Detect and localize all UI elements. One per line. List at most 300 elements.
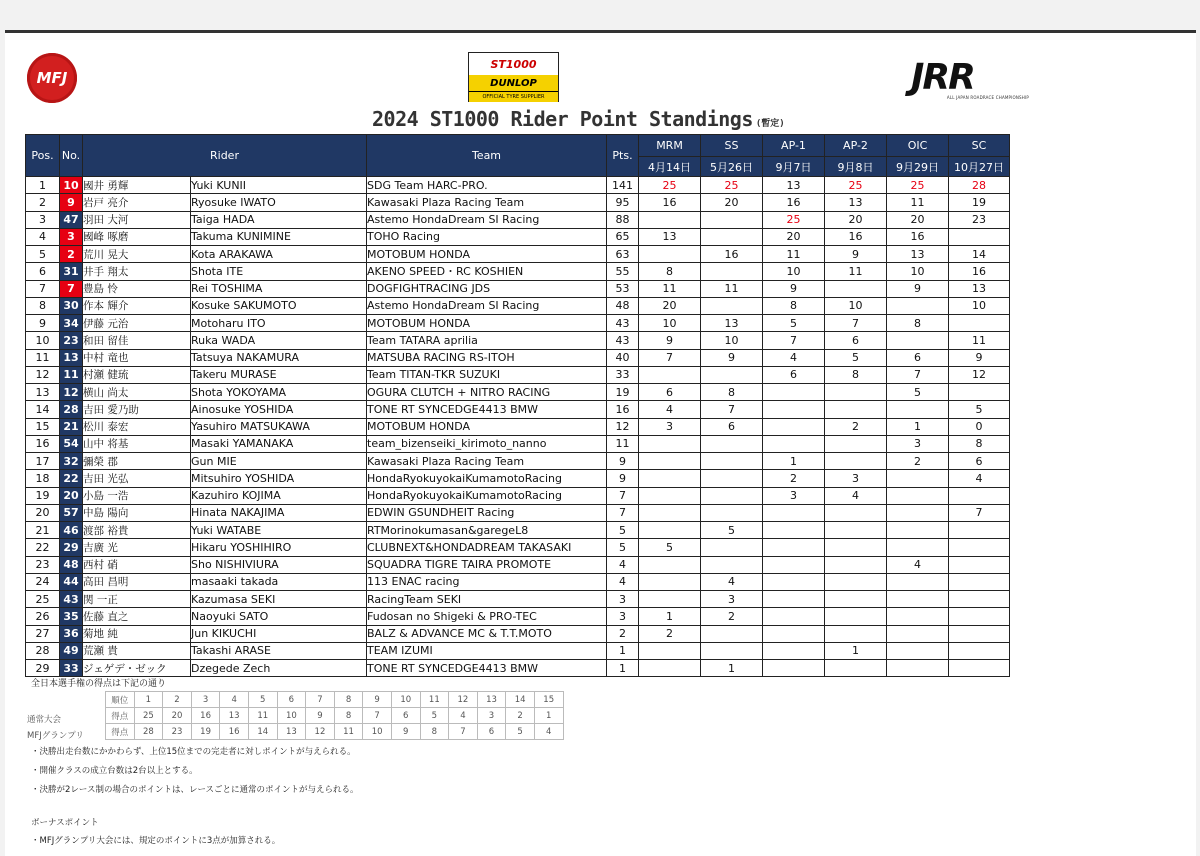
team-cell: BALZ & ADVANCE MC & T.T.MOTO bbox=[367, 625, 607, 642]
round-points-cell: 25 bbox=[887, 177, 949, 194]
round-points-cell bbox=[701, 366, 763, 383]
dunlop-logo-text: DUNLOP bbox=[469, 75, 558, 91]
team-cell: Astemo HondaDream SI Racing bbox=[367, 297, 607, 314]
team-cell: Team TITAN-TKR SUZUKI bbox=[367, 366, 607, 383]
round-points-cell bbox=[949, 522, 1010, 539]
round-points-cell bbox=[763, 625, 825, 642]
team-cell: MATSUBA RACING RS-ITOH bbox=[367, 349, 607, 366]
round-points-cell bbox=[701, 504, 763, 521]
header-round-date: 9月8日 bbox=[825, 157, 887, 177]
points-value-cell: 13 bbox=[277, 724, 306, 740]
round-points-cell: 11 bbox=[887, 194, 949, 211]
round-points-cell bbox=[763, 435, 825, 452]
points-value-cell: 6 bbox=[477, 724, 506, 740]
pos-cell: 26 bbox=[26, 608, 60, 625]
round-points-cell: 5 bbox=[701, 522, 763, 539]
round-points-cell: 11 bbox=[639, 280, 701, 297]
round-points-cell bbox=[763, 401, 825, 418]
round-points-cell: 8 bbox=[639, 263, 701, 280]
points-total-cell: 1 bbox=[607, 660, 639, 677]
rider-number-cell: 28 bbox=[60, 401, 83, 418]
round-points-cell: 6 bbox=[639, 384, 701, 401]
rider-number-cell: 47 bbox=[60, 211, 83, 228]
pos-cell: 9 bbox=[26, 315, 60, 332]
header-round-name: SC bbox=[949, 135, 1010, 157]
pos-cell: 27 bbox=[26, 625, 60, 642]
points-total-cell: 65 bbox=[607, 228, 639, 245]
round-points-cell: 25 bbox=[639, 177, 701, 194]
points-rank-cell: 8 bbox=[334, 692, 363, 708]
points-sub-label: 得点 bbox=[106, 724, 135, 740]
points-value-cell: 28 bbox=[134, 724, 163, 740]
rider-number-cell: 33 bbox=[60, 660, 83, 677]
header-pts: Pts. bbox=[607, 135, 639, 177]
team-cell: HondaRyokuyokaiKumamotoRacing bbox=[367, 470, 607, 487]
round-points-cell: 10 bbox=[701, 332, 763, 349]
points-total-cell: 43 bbox=[607, 332, 639, 349]
table-row bbox=[26, 246, 1010, 263]
rider-number-cell: 34 bbox=[60, 315, 83, 332]
points-rank-cell: 4 bbox=[220, 692, 249, 708]
round-points-cell bbox=[825, 384, 887, 401]
round-points-cell: 28 bbox=[949, 177, 1010, 194]
round-points-cell bbox=[949, 539, 1010, 556]
table-row bbox=[26, 194, 1010, 211]
team-cell: TONE RT SYNCEDGE4413 BMW bbox=[367, 401, 607, 418]
round-points-cell bbox=[763, 522, 825, 539]
round-points-cell bbox=[825, 573, 887, 590]
rider-name-jp-cell: 中島 陽向 bbox=[83, 504, 191, 521]
pos-cell: 20 bbox=[26, 504, 60, 521]
rider-name-en-cell: Kosuke SAKUMOTO bbox=[191, 297, 367, 314]
round-points-cell bbox=[763, 573, 825, 590]
header-pos: Pos. bbox=[26, 135, 60, 177]
round-points-cell: 25 bbox=[825, 177, 887, 194]
round-points-cell bbox=[887, 504, 949, 521]
points-value-cell: 8 bbox=[420, 724, 449, 740]
round-points-cell bbox=[887, 591, 949, 608]
table-row bbox=[26, 384, 1010, 401]
points-total-cell: 40 bbox=[607, 349, 639, 366]
team-cell: MOTOBUM HONDA bbox=[367, 418, 607, 435]
round-points-cell: 1 bbox=[825, 642, 887, 659]
rider-name-jp-cell: 山中 将基 bbox=[83, 435, 191, 452]
points-value-cell: 11 bbox=[334, 724, 363, 740]
rider-number-cell: 49 bbox=[60, 642, 83, 659]
points-value-cell: 6 bbox=[391, 708, 420, 724]
bonus-title: ボーナスポイント bbox=[31, 818, 99, 828]
team-cell: team_bizenseiki_kirimoto_nanno bbox=[367, 435, 607, 452]
standings-body bbox=[26, 177, 1010, 677]
rider-name-jp-cell: 國峰 啄磨 bbox=[83, 228, 191, 245]
rider-name-jp-cell: 横山 尚太 bbox=[83, 384, 191, 401]
round-points-cell: 20 bbox=[887, 211, 949, 228]
round-points-cell bbox=[701, 228, 763, 245]
round-points-cell: 4 bbox=[949, 470, 1010, 487]
points-value-cell: 10 bbox=[363, 724, 392, 740]
header-round-name: MRM bbox=[639, 135, 701, 157]
team-cell: Kawasaki Plaza Racing Team bbox=[367, 194, 607, 211]
rider-name-en-cell: Kazumasa SEKI bbox=[191, 591, 367, 608]
round-points-cell: 20 bbox=[825, 211, 887, 228]
round-points-cell: 11 bbox=[825, 263, 887, 280]
table-row bbox=[26, 642, 1010, 659]
round-points-cell: 0 bbox=[949, 418, 1010, 435]
round-points-cell bbox=[763, 384, 825, 401]
round-points-cell: 8 bbox=[701, 384, 763, 401]
round-points-cell bbox=[825, 522, 887, 539]
round-points-cell bbox=[887, 573, 949, 590]
round-points-cell bbox=[887, 487, 949, 504]
round-points-cell bbox=[887, 401, 949, 418]
mfj-logo-text: MFJ bbox=[36, 69, 68, 87]
points-value-cell: 7 bbox=[363, 708, 392, 724]
round-points-cell: 13 bbox=[701, 315, 763, 332]
rider-name-en-cell: Shota ITE bbox=[191, 263, 367, 280]
rider-number-cell: 48 bbox=[60, 556, 83, 573]
pos-cell: 14 bbox=[26, 401, 60, 418]
rider-name-jp-cell: 彌榮 郡 bbox=[83, 453, 191, 470]
team-cell: SQUADRA TIGRE TAIRA PROMOTE bbox=[367, 556, 607, 573]
round-points-cell: 7 bbox=[639, 349, 701, 366]
rider-number-cell: 12 bbox=[60, 384, 83, 401]
points-total-cell: 5 bbox=[607, 522, 639, 539]
points-rank-cell: 5 bbox=[248, 692, 277, 708]
round-points-cell bbox=[887, 470, 949, 487]
rider-name-en-cell: Takuma KUNIMINE bbox=[191, 228, 367, 245]
rider-name-jp-cell: 荒川 晃大 bbox=[83, 246, 191, 263]
rider-number-cell: 13 bbox=[60, 349, 83, 366]
round-points-cell: 2 bbox=[639, 625, 701, 642]
rider-name-en-cell: Sho NISHIVIURA bbox=[191, 556, 367, 573]
round-points-cell bbox=[701, 470, 763, 487]
round-points-cell bbox=[949, 660, 1010, 677]
rider-number-cell: 2 bbox=[60, 246, 83, 263]
table-row bbox=[26, 349, 1010, 366]
header-round-date: 4月14日 bbox=[639, 157, 701, 177]
points-value-cell: 10 bbox=[277, 708, 306, 724]
points-row-mfj-gp bbox=[106, 724, 564, 740]
table-row bbox=[26, 591, 1010, 608]
points-rank-cell: 14 bbox=[506, 692, 535, 708]
points-total-cell: 7 bbox=[607, 504, 639, 521]
header-no: No. bbox=[60, 135, 83, 177]
regular-event-label: 通常大会 bbox=[27, 715, 62, 725]
round-points-cell bbox=[639, 453, 701, 470]
round-points-cell: 4 bbox=[887, 556, 949, 573]
pos-cell: 10 bbox=[26, 332, 60, 349]
points-total-cell: 55 bbox=[607, 263, 639, 280]
header-round-date: 5月26日 bbox=[701, 157, 763, 177]
round-points-cell bbox=[825, 435, 887, 452]
team-cell: HondaRyokuyokaiKumamotoRacing bbox=[367, 487, 607, 504]
points-value-cell: 23 bbox=[163, 724, 192, 740]
round-points-cell bbox=[949, 556, 1010, 573]
round-points-cell bbox=[763, 539, 825, 556]
team-cell: MOTOBUM HONDA bbox=[367, 246, 607, 263]
round-points-cell: 6 bbox=[825, 332, 887, 349]
round-points-cell: 25 bbox=[763, 211, 825, 228]
rider-name-jp-cell: 國井 勇輝 bbox=[83, 177, 191, 194]
points-rank-cell: 2 bbox=[163, 692, 192, 708]
team-cell: Kawasaki Plaza Racing Team bbox=[367, 453, 607, 470]
round-points-cell: 12 bbox=[949, 366, 1010, 383]
round-points-cell bbox=[949, 487, 1010, 504]
round-points-cell bbox=[701, 625, 763, 642]
rider-number-cell: 43 bbox=[60, 591, 83, 608]
points-rank-cell: 6 bbox=[277, 692, 306, 708]
rider-name-jp-cell: 松川 泰宏 bbox=[83, 418, 191, 435]
points-value-cell: 25 bbox=[134, 708, 163, 724]
team-cell: 113 ENAC racing bbox=[367, 573, 607, 590]
points-total-cell: 3 bbox=[607, 608, 639, 625]
rider-number-cell: 46 bbox=[60, 522, 83, 539]
rider-name-en-cell: Dzegede Zech bbox=[191, 660, 367, 677]
header-round-name: OIC bbox=[887, 135, 949, 157]
team-cell: SDG Team HARC-PRO. bbox=[367, 177, 607, 194]
note-line: ・開催クラスの成立台数は2台以上とする。 bbox=[31, 766, 198, 776]
title-provisional-tag: (暫定) bbox=[755, 119, 785, 129]
points-total-cell: 5 bbox=[607, 539, 639, 556]
round-points-cell: 11 bbox=[763, 246, 825, 263]
table-row bbox=[26, 401, 1010, 418]
round-points-cell bbox=[825, 453, 887, 470]
round-points-cell bbox=[887, 522, 949, 539]
table-row bbox=[26, 177, 1010, 194]
points-table bbox=[105, 691, 564, 740]
round-points-cell bbox=[763, 660, 825, 677]
team-cell: Astemo HondaDream SI Racing bbox=[367, 211, 607, 228]
round-points-cell: 10 bbox=[949, 297, 1010, 314]
round-points-cell: 6 bbox=[701, 418, 763, 435]
points-total-cell: 1 bbox=[607, 642, 639, 659]
points-total-cell: 4 bbox=[607, 556, 639, 573]
rider-number-cell: 9 bbox=[60, 194, 83, 211]
round-points-cell bbox=[825, 401, 887, 418]
round-points-cell bbox=[825, 556, 887, 573]
jrr-logo-text: JRR bbox=[911, 57, 974, 98]
points-value-cell: 12 bbox=[306, 724, 335, 740]
round-points-cell: 20 bbox=[763, 228, 825, 245]
round-points-cell: 13 bbox=[639, 228, 701, 245]
round-points-cell bbox=[887, 297, 949, 314]
points-sub-label: 得点 bbox=[106, 708, 135, 724]
round-points-cell bbox=[763, 556, 825, 573]
round-points-cell: 13 bbox=[887, 246, 949, 263]
points-total-cell: 48 bbox=[607, 297, 639, 314]
points-value-cell: 20 bbox=[163, 708, 192, 724]
table-row bbox=[26, 211, 1010, 228]
points-rank-cell: 7 bbox=[306, 692, 335, 708]
points-total-cell: 43 bbox=[607, 315, 639, 332]
team-cell: OGURA CLUTCH + NITRO RACING bbox=[367, 384, 607, 401]
points-total-cell: 33 bbox=[607, 366, 639, 383]
round-points-cell: 9 bbox=[887, 280, 949, 297]
points-value-cell: 1 bbox=[534, 708, 563, 724]
points-total-cell: 2 bbox=[607, 625, 639, 642]
rider-name-jp-cell: 荒瀬 貴 bbox=[83, 642, 191, 659]
rider-name-jp-cell: 井手 翔太 bbox=[83, 263, 191, 280]
round-points-cell bbox=[639, 435, 701, 452]
round-points-cell bbox=[639, 660, 701, 677]
round-points-cell bbox=[701, 642, 763, 659]
round-points-cell bbox=[639, 504, 701, 521]
rider-name-jp-cell: 渡部 裕貴 bbox=[83, 522, 191, 539]
pos-cell: 4 bbox=[26, 228, 60, 245]
round-points-cell bbox=[639, 211, 701, 228]
table-row bbox=[26, 470, 1010, 487]
round-points-cell: 2 bbox=[763, 470, 825, 487]
table-row bbox=[26, 522, 1010, 539]
round-points-cell: 9 bbox=[825, 246, 887, 263]
round-points-cell: 16 bbox=[887, 228, 949, 245]
round-points-cell: 9 bbox=[949, 349, 1010, 366]
round-points-cell: 5 bbox=[639, 539, 701, 556]
points-total-cell: 63 bbox=[607, 246, 639, 263]
pos-cell: 23 bbox=[26, 556, 60, 573]
pos-cell: 15 bbox=[26, 418, 60, 435]
round-points-cell: 11 bbox=[949, 332, 1010, 349]
table-row bbox=[26, 418, 1010, 435]
points-total-cell: 7 bbox=[607, 487, 639, 504]
rider-number-cell: 22 bbox=[60, 470, 83, 487]
round-points-cell bbox=[887, 332, 949, 349]
table-row bbox=[26, 539, 1010, 556]
round-points-cell bbox=[949, 608, 1010, 625]
round-points-cell: 10 bbox=[763, 263, 825, 280]
round-points-cell: 16 bbox=[825, 228, 887, 245]
table-row bbox=[26, 625, 1010, 642]
rider-name-en-cell: Gun MIE bbox=[191, 453, 367, 470]
round-points-cell bbox=[887, 660, 949, 677]
rider-number-cell: 36 bbox=[60, 625, 83, 642]
round-points-cell: 5 bbox=[887, 384, 949, 401]
rider-number-cell: 20 bbox=[60, 487, 83, 504]
pos-cell: 13 bbox=[26, 384, 60, 401]
note-line: ・決勝が2レース制の場合のポイントは、レースごとに通常のポイントが与えられる。 bbox=[31, 785, 359, 795]
rider-name-jp-cell: 吉田 光弘 bbox=[83, 470, 191, 487]
round-points-cell: 10 bbox=[639, 315, 701, 332]
rider-name-jp-cell: 佐藤 直之 bbox=[83, 608, 191, 625]
round-points-cell bbox=[887, 539, 949, 556]
rider-name-jp-cell: 菊地 純 bbox=[83, 625, 191, 642]
rider-name-jp-cell: 伊藤 元治 bbox=[83, 315, 191, 332]
round-points-cell: 3 bbox=[763, 487, 825, 504]
rider-name-jp-cell: 作本 輝介 bbox=[83, 297, 191, 314]
table-row bbox=[26, 504, 1010, 521]
rider-name-en-cell: Yuki KUNII bbox=[191, 177, 367, 194]
round-points-cell: 5 bbox=[949, 401, 1010, 418]
pos-cell: 19 bbox=[26, 487, 60, 504]
round-points-cell bbox=[949, 228, 1010, 245]
points-total-cell: 53 bbox=[607, 280, 639, 297]
standings-table bbox=[25, 134, 1010, 677]
round-points-cell bbox=[639, 522, 701, 539]
jrr-logo-subtitle: ALL JAPAN ROADRACE CHAMPIONSHIP bbox=[946, 95, 1029, 100]
points-value-cell: 4 bbox=[534, 724, 563, 740]
round-points-cell bbox=[825, 591, 887, 608]
round-points-cell: 11 bbox=[701, 280, 763, 297]
rider-name-en-cell: Mitsuhiro YOSHIDA bbox=[191, 470, 367, 487]
round-points-cell: 14 bbox=[949, 246, 1010, 263]
pos-cell: 28 bbox=[26, 642, 60, 659]
st1000-dunlop-logo bbox=[468, 52, 559, 102]
header-rider: Rider bbox=[83, 135, 367, 177]
points-rank-cell: 13 bbox=[477, 692, 506, 708]
team-cell: TOHO Racing bbox=[367, 228, 607, 245]
round-points-cell: 1 bbox=[763, 453, 825, 470]
rider-name-en-cell: masaaki takada bbox=[191, 573, 367, 590]
rider-name-en-cell: Hikaru YOSHIHIRO bbox=[191, 539, 367, 556]
round-points-cell bbox=[825, 539, 887, 556]
round-points-cell bbox=[887, 608, 949, 625]
round-points-cell: 16 bbox=[701, 246, 763, 263]
rider-name-jp-cell: 関 一正 bbox=[83, 591, 191, 608]
round-points-cell bbox=[825, 504, 887, 521]
round-points-cell bbox=[639, 642, 701, 659]
points-value-cell: 16 bbox=[220, 724, 249, 740]
round-points-cell bbox=[825, 660, 887, 677]
pos-cell: 8 bbox=[26, 297, 60, 314]
points-value-cell: 8 bbox=[334, 708, 363, 724]
table-row bbox=[26, 315, 1010, 332]
points-value-cell: 3 bbox=[477, 708, 506, 724]
rider-number-cell: 7 bbox=[60, 280, 83, 297]
points-total-cell: 12 bbox=[607, 418, 639, 435]
round-points-cell: 16 bbox=[639, 194, 701, 211]
tyre-supplier-text: OFFICIAL TYRE SUPPLIER bbox=[469, 91, 558, 102]
team-cell: AKENO SPEED・RC KOSHIEN bbox=[367, 263, 607, 280]
round-points-cell: 23 bbox=[949, 211, 1010, 228]
points-total-cell: 9 bbox=[607, 453, 639, 470]
round-points-cell: 8 bbox=[949, 435, 1010, 452]
standings-page bbox=[5, 30, 1196, 856]
table-row bbox=[26, 453, 1010, 470]
round-points-cell: 4 bbox=[825, 487, 887, 504]
rider-name-jp-cell: 村瀬 健琉 bbox=[83, 366, 191, 383]
round-points-cell: 9 bbox=[701, 349, 763, 366]
team-cell: TONE RT SYNCEDGE4413 BMW bbox=[367, 660, 607, 677]
team-cell: Fudosan no Shigeki & PRO-TEC bbox=[367, 608, 607, 625]
round-points-cell: 19 bbox=[949, 194, 1010, 211]
rider-number-cell: 35 bbox=[60, 608, 83, 625]
pos-cell: 12 bbox=[26, 366, 60, 383]
round-points-cell: 8 bbox=[887, 315, 949, 332]
table-row bbox=[26, 573, 1010, 590]
round-points-cell: 8 bbox=[825, 366, 887, 383]
points-row-regular bbox=[106, 708, 564, 724]
round-points-cell bbox=[825, 608, 887, 625]
rider-number-cell: 30 bbox=[60, 297, 83, 314]
rider-name-en-cell: Rei TOSHIMA bbox=[191, 280, 367, 297]
round-points-cell bbox=[763, 608, 825, 625]
rider-name-jp-cell: 羽田 大河 bbox=[83, 211, 191, 228]
mfj-gp-label: MFJグランプリ bbox=[27, 731, 84, 741]
round-points-cell bbox=[639, 556, 701, 573]
rider-number-cell: 32 bbox=[60, 453, 83, 470]
table-row bbox=[26, 556, 1010, 573]
points-value-cell: 4 bbox=[449, 708, 478, 724]
team-cell: EDWIN GSUNDHEIT Racing bbox=[367, 504, 607, 521]
round-points-cell: 1 bbox=[887, 418, 949, 435]
points-rank-cell: 12 bbox=[449, 692, 478, 708]
rider-number-cell: 21 bbox=[60, 418, 83, 435]
rider-number-cell: 11 bbox=[60, 366, 83, 383]
table-row bbox=[26, 487, 1010, 504]
pos-cell: 24 bbox=[26, 573, 60, 590]
points-total-cell: 9 bbox=[607, 470, 639, 487]
table-row bbox=[26, 660, 1010, 677]
